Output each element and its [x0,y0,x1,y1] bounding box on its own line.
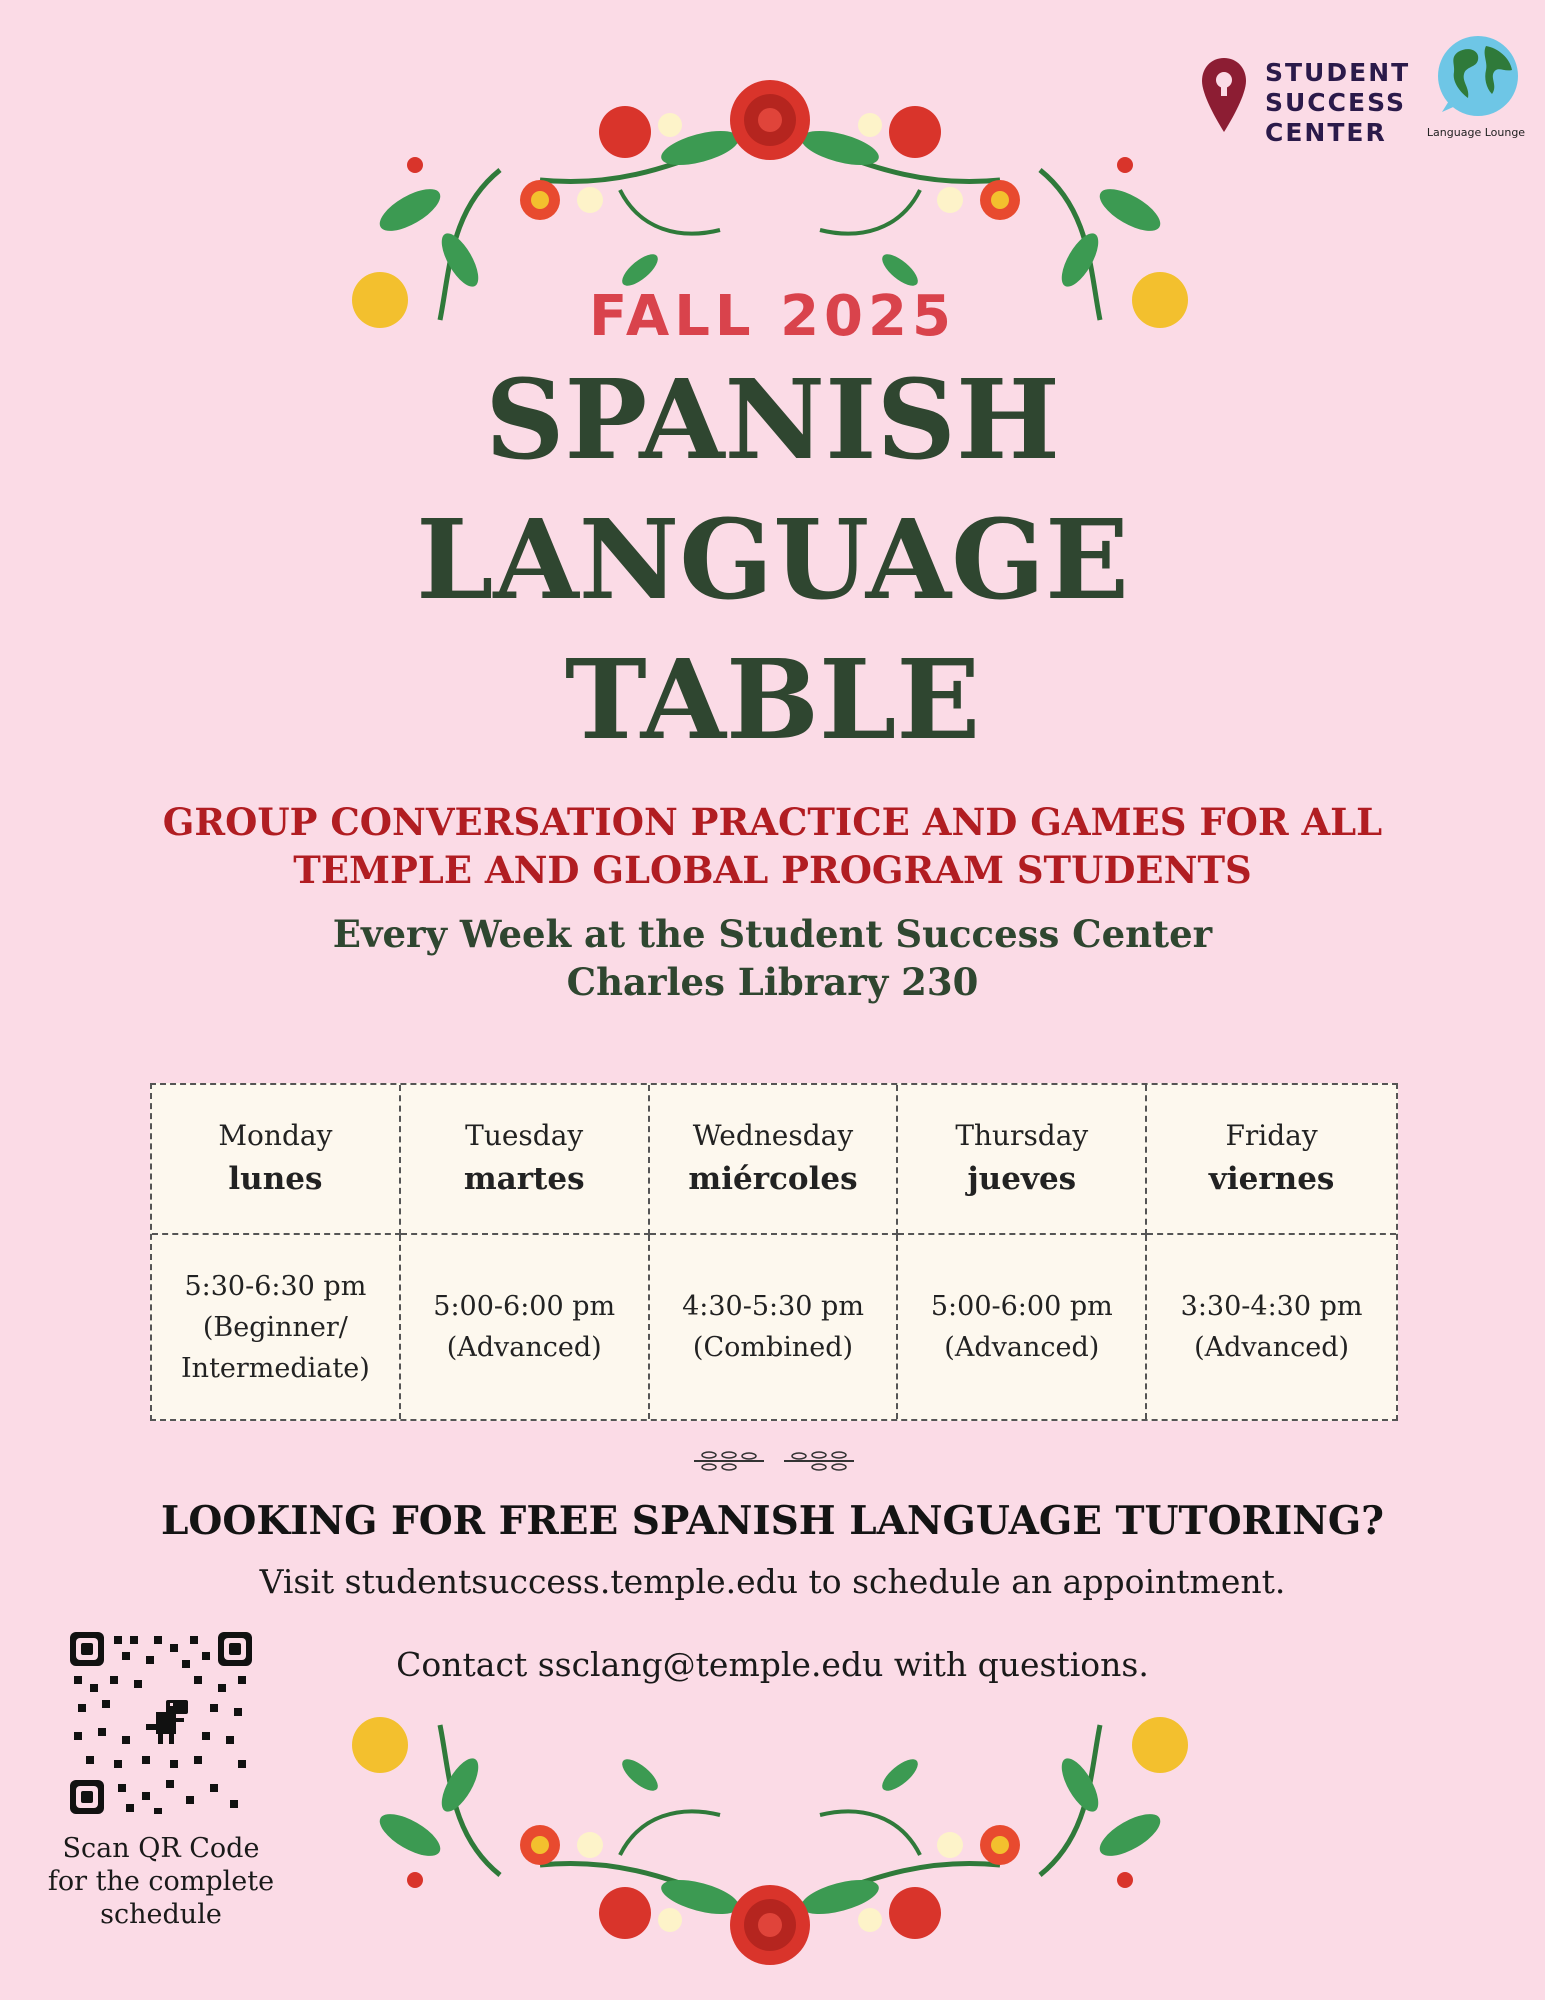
location-line: Charles Library 230 [566,960,979,1004]
day-spanish: lunes [228,1161,323,1197]
language-lounge-logo [1416,32,1536,152]
day-spanish: martes [463,1161,585,1197]
location-line: Every Week at the Student Success Center [332,912,1213,956]
globe-icon [1428,32,1524,128]
day-spanish: miércoles [688,1161,858,1197]
qr-caption-line: Scan QR Code [62,1833,260,1864]
tutoring-heading: LOOKING FOR FREE SPANISH LANGUAGE TUTORING? [160,1498,1384,1544]
day-spanish: viernes [1208,1161,1335,1197]
time-line: (Advanced) [944,1332,1100,1363]
ssc-line: SUCCESS [1265,88,1406,117]
day-header-tuesday [401,1085,650,1235]
day-spanish: jueves [967,1161,1077,1197]
time-line: 5:30-6:30 pm [184,1270,367,1302]
time-line: 3:30-4:30 pm [1180,1291,1363,1322]
day-header-thursday [898,1085,1147,1235]
page-title-line: TABLE [564,635,981,764]
day-header-monday [152,1085,401,1235]
time-cell-tuesday [401,1235,650,1419]
ssc-wordmark [1265,58,1410,148]
term-title: FALL 2025 [589,284,956,349]
page-title-line: LANGUAGE [416,495,1129,624]
day-english: Monday [218,1119,333,1152]
day-english: Tuesday [465,1119,584,1152]
time-line: 4:30-5:30 pm [682,1291,864,1322]
subheading-line: TEMPLE AND GLOBAL PROGRAM STUDENTS [293,848,1252,892]
ssc-line: STUDENT [1265,58,1411,87]
laurel-divider-icon [684,1448,864,1474]
page-title-line: SPANISH [485,355,1060,484]
time-line: 5:00-6:00 pm [930,1291,1113,1322]
time-line: (Beginner/ [202,1311,348,1343]
schedule-table [150,1083,1398,1421]
time-cell-monday [152,1235,401,1419]
tutoring-visit-text: Visit studentsuccess.temple.edu to schedule an appointment. [259,1562,1286,1601]
day-english: Friday [1225,1119,1318,1152]
dinosaur-icon [146,1700,188,1744]
bottom-floral-garland [340,1685,1200,1975]
time-line: (Advanced) [1194,1332,1350,1363]
day-english: Wednesday [692,1119,854,1152]
ssc-line: CENTER [1265,118,1387,147]
time-cell-friday [1147,1235,1396,1419]
day-english: Thursday [955,1119,1089,1152]
contact-text: Contact ssclang@temple.edu with questions. [396,1645,1149,1684]
qr-caption-line: schedule [100,1899,222,1930]
time-cell-wednesday [650,1235,899,1419]
qr-code[interactable] [70,1632,252,1814]
day-header-wednesday [650,1085,899,1235]
day-header-friday [1147,1085,1396,1235]
subheading-line: GROUP CONVERSATION PRACTICE AND GAMES FOR ALL [162,800,1383,844]
qr-caption-line: for the complete [47,1866,275,1897]
map-pin-icon [1200,56,1248,136]
time-cell-thursday [898,1235,1147,1419]
student-success-center-logo [1200,52,1420,152]
time-line: Intermediate) [181,1352,370,1384]
time-line: 5:00-6:00 pm [433,1291,616,1322]
time-line: (Advanced) [446,1332,602,1363]
time-line: (Combined) [692,1332,854,1363]
qr-caption [40,1832,282,1931]
language-lounge-caption: Language Lounge [1426,126,1526,139]
